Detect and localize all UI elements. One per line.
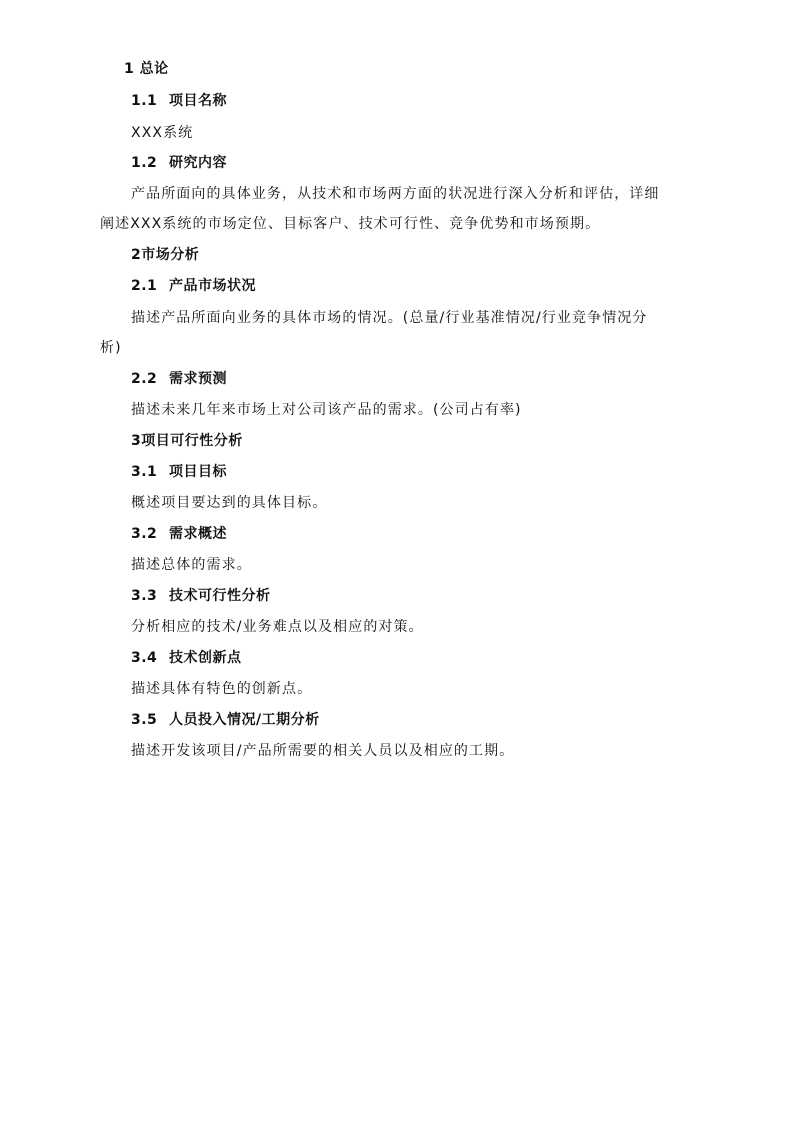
section-number: 3.2 <box>131 526 158 542</box>
section-3-3-heading <box>131 587 271 605</box>
section-number: 3.3 <box>131 588 158 604</box>
section-1-2-body-line-2: 阐述XXX系统的市场定位、目标客户、技术可行性、竞争优势和市场预期。 <box>100 216 601 232</box>
section-3-3-body: 分析相应的技术/业务难点以及相应的对策。 <box>131 619 424 635</box>
section-1-1-heading <box>131 92 227 110</box>
section-number: 3.1 <box>131 464 158 480</box>
section-number: 2.2 <box>131 371 158 387</box>
section-title: 技术可行性分析 <box>169 588 271 604</box>
section-title: 项目名称 <box>169 93 227 109</box>
section-number: 1.1 <box>131 93 158 109</box>
section-3-4-body: 描述具体有特色的创新点。 <box>131 681 313 697</box>
section-3-2-body: 描述总体的需求。 <box>131 557 252 573</box>
section-1-2-body-line-1: 产品所面向的具体业务，从技术和市场两方面的状况进行深入分析和评估，详细 <box>131 186 660 202</box>
section-2-2-body: 描述未来几年来市场上对公司该产品的需求。(公司占有率) <box>131 402 522 418</box>
section-number: 2.1 <box>131 278 158 294</box>
section-3-1-body: 概述项目要达到的具体目标。 <box>131 495 328 511</box>
section-title: 需求概述 <box>169 526 227 542</box>
section-3-heading: 3项目可行性分析 <box>131 433 243 449</box>
section-3-5-heading <box>131 711 320 729</box>
section-2-2-heading <box>131 370 227 388</box>
section-1-1-body: XXX系统 <box>131 125 194 141</box>
section-title: 项目目标 <box>169 464 227 480</box>
section-title: 需求预测 <box>169 371 227 387</box>
section-3-4-heading <box>131 649 242 667</box>
section-2-1-heading <box>131 277 256 295</box>
section-title: 研究内容 <box>169 155 227 171</box>
section-3-1-heading <box>131 463 227 481</box>
section-3-5-body: 描述开发该项目/产品所需要的相关人员以及相应的工期。 <box>131 743 515 759</box>
section-2-1-body-line-2: 析) <box>100 340 122 356</box>
section-number: 1.2 <box>131 155 158 171</box>
section-title: 技术创新点 <box>169 650 242 666</box>
section-2-1-body-line-1: 描述产品所面向业务的具体市场的情况。(总量/行业基准情况/行业竞争情况分 <box>131 310 648 326</box>
section-title: 人员投入情况/工期分析 <box>169 712 320 728</box>
section-number: 3.4 <box>131 650 158 666</box>
section-1-heading: 1 总论 <box>124 61 169 77</box>
section-1-2-heading <box>131 154 227 172</box>
section-number: 3.5 <box>131 712 158 728</box>
section-title: 产品市场状况 <box>169 278 256 294</box>
section-2-heading: 2市场分析 <box>131 247 200 263</box>
section-3-2-heading <box>131 525 227 543</box>
